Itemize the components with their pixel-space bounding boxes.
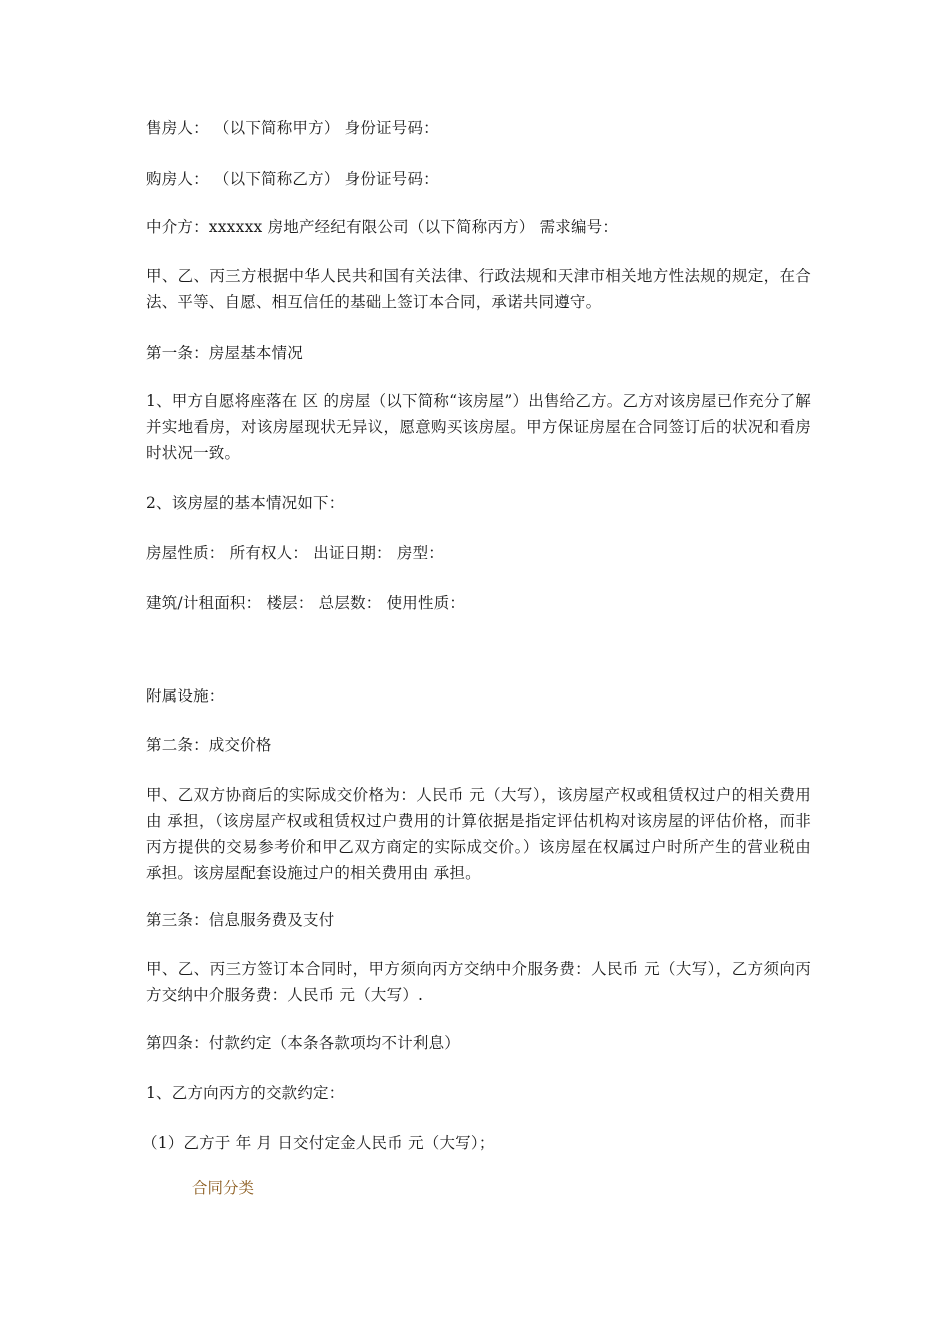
preamble-paragraph: 甲、乙、丙三方根据中华人民共和国有关法律、行政法规和天津市相关地方性法规的规定，在合法、平等、自愿、相互信任的基础上签订本合同，承诺共同遵守。 [146,267,811,311]
seller-line: 售房人： （以下简称甲方） 身份证号码： [146,119,439,137]
property-info-line-1: 房屋性质： 所有权人： 出证日期： 房型： [146,544,444,562]
article-4-sub-item-1: （1）乙方于 年 月 日交付定金人民币 元（大写）； [142,1134,495,1152]
article-2-body: 甲、乙双方协商后的实际成交价格为：人民币 元（大写），该房屋产权或租赁权过户的相关费用由 承担，（该房屋产权或租赁权过户费用的计算依据是指定评估机构对该房屋的评估价格，而非丙方提供的交易参考价和甲乙双方商定的实际成交价。）该房屋在权属过户时所产生的营业税由 承担。该房屋配套设施过户的相关费用由 承担。 [146,786,811,882]
article-3-title: 第三条：信息服务费及支付 [146,911,335,929]
contract-category-link[interactable]: 合同分类 [192,1179,255,1197]
article-1-item-2: 2、该房屋的基本情况如下： [146,494,345,512]
article-1-item-1: 1、甲方自愿将座落在 区 的房屋（以下简称“该房屋”）出售给乙方。乙方对该房屋已作充分了解并实地看房，对该房屋现状无异议，愿意购买该房屋。甲方保证房屋在合同签订后的状况和看房时状况一致。 [146,392,811,462]
property-info-line-2: 建筑/计租面积： 楼层： 总层数： 使用性质： [146,594,466,612]
article-1-title: 第一条：房屋基本情况 [146,344,304,362]
agent-line: 中介方：xxxxxx 房地产经纪有限公司（以下简称丙方） 需求编号： [146,218,619,236]
article-4-title: 第四条：付款约定（本条各款项均不计利息） [146,1034,461,1052]
buyer-line: 购房人： （以下简称乙方） 身份证号码： [146,170,439,188]
article-4-item-1: 1、乙方向丙方的交款约定： [146,1084,345,1102]
facilities-line: 附属设施： [146,687,225,705]
article-3-body: 甲、乙、丙三方签订本合同时，甲方须向丙方交纳中介服务费：人民币 元（大写），乙方须向丙方交纳中介服务费：人民币 元（大写）. [146,960,811,1004]
article-2-title: 第二条：成交价格 [146,736,272,754]
